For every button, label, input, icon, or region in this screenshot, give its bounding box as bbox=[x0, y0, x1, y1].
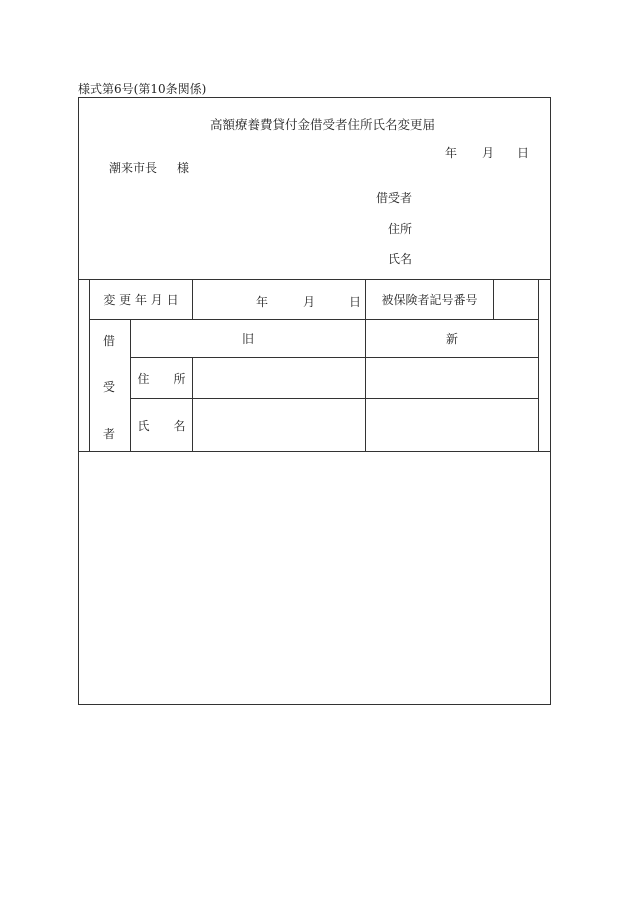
change-date-year: 年 bbox=[256, 295, 269, 309]
addressee-honorific: 様 bbox=[177, 161, 190, 175]
blank-remarks-area bbox=[79, 452, 550, 704]
new-column-header: 新 bbox=[445, 332, 458, 346]
change-date-day: 日 bbox=[349, 295, 362, 309]
applicant-name-label: 氏名 bbox=[388, 252, 413, 266]
old-column-header: 旧 bbox=[241, 332, 254, 346]
insured-number-label: 被保険者記号番号 bbox=[381, 293, 478, 307]
change-date-label: 変 更 年 月 日 bbox=[103, 293, 179, 307]
old-name-field[interactable] bbox=[193, 399, 365, 451]
col-rule-right bbox=[538, 279, 539, 451]
date-year-label: 年 bbox=[445, 146, 458, 160]
date-month-label: 月 bbox=[482, 146, 495, 160]
change-date-month: 月 bbox=[303, 295, 316, 309]
applicant-address-label: 住所 bbox=[388, 222, 413, 236]
col-rule-date bbox=[192, 279, 193, 319]
addressee-name: 潮来市長 bbox=[109, 161, 158, 175]
new-address-field[interactable] bbox=[366, 358, 538, 398]
applicant-label: 借受者 bbox=[376, 191, 413, 205]
date-day-label: 日 bbox=[517, 146, 530, 160]
borrower-char-1: 借 bbox=[103, 334, 116, 348]
borrower-char-3: 者 bbox=[103, 427, 116, 441]
old-address-field[interactable] bbox=[193, 358, 365, 398]
form-reference: 様式第6号(第10条関係) bbox=[78, 82, 207, 96]
name-row-label: 氏 名 bbox=[137, 418, 186, 433]
insured-number-field[interactable] bbox=[494, 280, 538, 319]
form-title: 高額療養費貸付金借受者住所氏名変更届 bbox=[210, 117, 436, 132]
new-name-field[interactable] bbox=[366, 399, 538, 451]
address-row-label: 住 所 bbox=[137, 371, 186, 386]
borrower-char-2: 受 bbox=[103, 380, 116, 394]
